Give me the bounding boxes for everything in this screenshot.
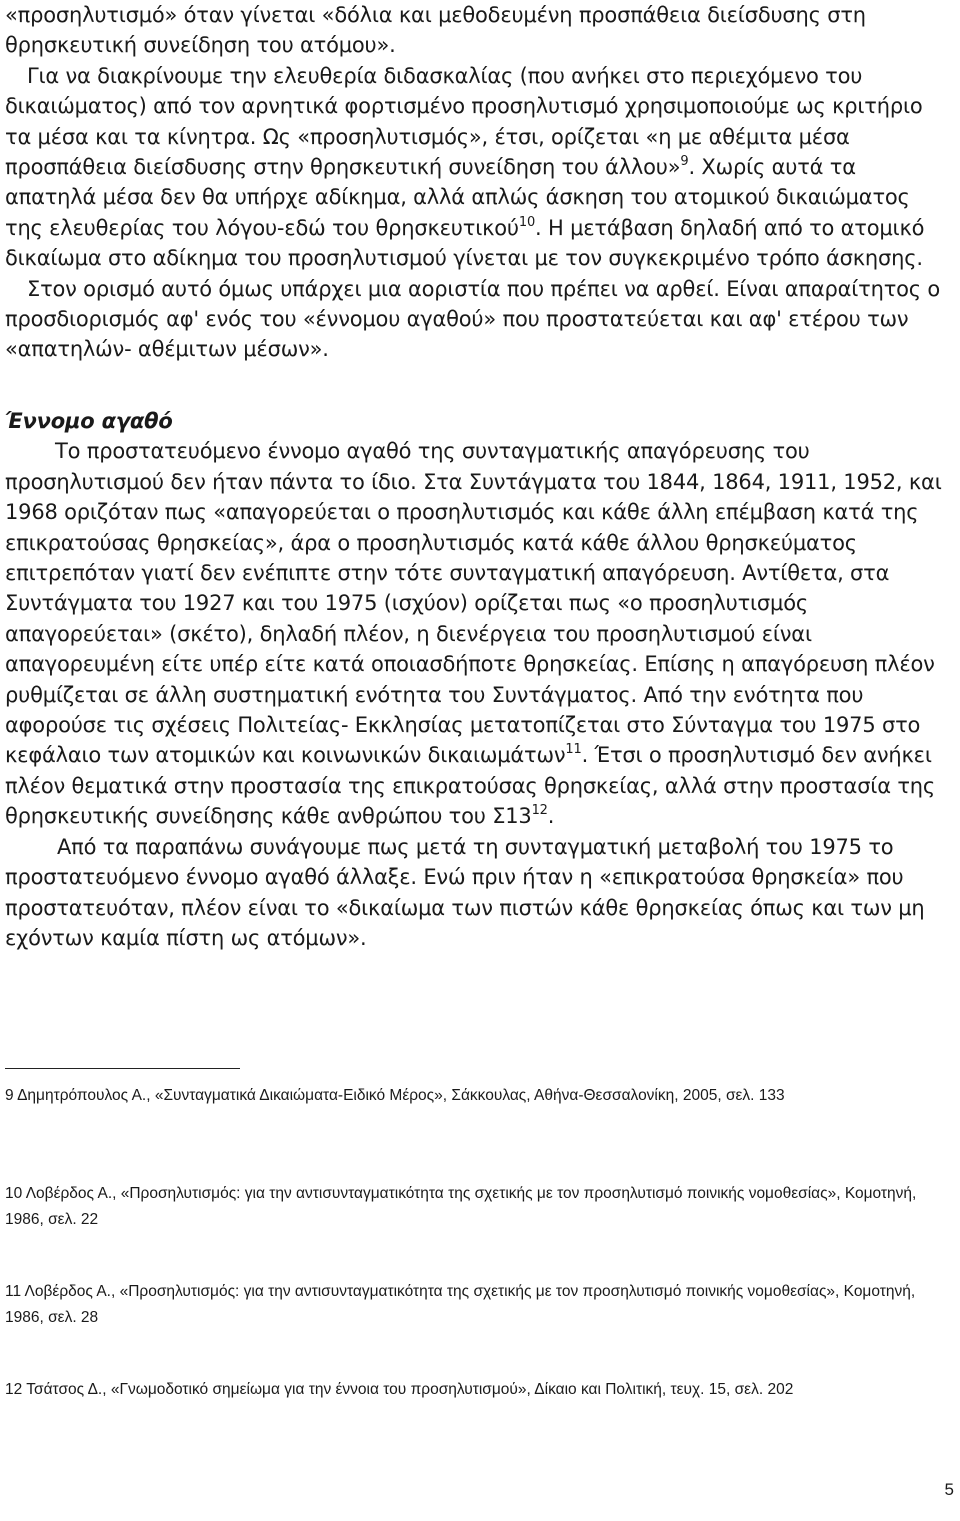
footnote-ref-11: 11 — [565, 742, 582, 758]
paragraph-2-text-a: Για να διακρίνουμε την ελευθερία διδασκαλίας (που ανήκει στο περιεχόμενο του δικαιώματος) από τον αρνητικά φορτισμένο προσηλυτισμό χρησιμοποιούμε ως κριτήριο τα μέσα και τα κίνητρα. Ως «προσηλυτισμός», έτσι, ορίζεται «η με αθέμιτα μέσα προσπάθεια διείσδυσης στην θρησκευτική συνείδηση του άλλου» — [5, 63, 923, 180]
footnote-ref-12: 12 — [531, 803, 548, 819]
paragraph-2-text-c: . Η μετάβαση δηλαδή από το ατομικό δικαίωμα στο αδίκημα του προσηλυτισμού γίνεται με τον συγκεκριμένο τρόπο άσκησης. — [5, 215, 925, 271]
section-heading: Έννομο αγαθό — [5, 409, 173, 433]
footnote-ref-9: 9 — [680, 154, 689, 170]
footnote-12: 12 Τσάτσος Δ., «Γνωμοδοτικό σημείωμα για την έννοια του προσηλυτισμού», Δίκαιο και Πολιτική, τευχ. 15, σελ. 202 — [5, 1381, 794, 1398]
footnote-11: 11 Λοβέρδος Α., «Προσηλυτισμός: για την αντισυνταγματικότητα της σχετικής με τον προσηλυτισμό ποινικής νομοθεσίας», Κομοτηνή, 1986, σελ. 28 — [5, 1283, 916, 1326]
paragraph-4-text-a: Το προστατευόμενο έννομο αγαθό της συνταγματικής απαγόρευσης του προσηλυτισμού δεν ήταν πάντα το ίδιο. Στα Συντάγματα του 1844, 1864, 1911, 1952, και 1968 οριζόταν πως «απαγορεύεται ο προσηλυτισμός και κάθε άλλη επέμβαση κατά της επικρατούσας θρησκείας», άρα ο προσηλυτισμός κατά κάθε άλλου θρησκεύματος επιτρεπόταν γιατί δεν ενέπιπτε στην τότε συνταγματική απαγόρευση. Αντίθετα, στα Συντάγματα του 1927 και του 1975 (ισχύον) ορίζεται πως «ο προσηλυτισμός απαγορεύεται» (σκέτο), δηλαδή πλέον, η διενέργεια του προσηλυτισμού είναι απαγορευμένη είτε υπέρ είτε κατά οποιασδήποτε θρησκείας. Επίσης η απαγόρευση πλέον ρυθμίζεται σε άλλη συστηματική ενότητα του Συντάγματος. Από την ενότητα που αφορούσε τις σχέσεις Πολιτείας- Εκκλησίας μετατοπίζεται στο Σύνταγμα του 1975 στο κεφάλαιο των ατομικών και κοινωνικών δικαιωμάτων — [5, 439, 942, 768]
paragraph-2 — [5, 61, 947, 274]
footnote-9: 9 Δημητρόπουλος Α., «Συνταγματικά Δικαιώματα-Ειδικό Μέρος», Σάκκουλας, Αθήνα-Θεσσαλονίκη, 2005, σελ. 133 — [5, 1087, 785, 1104]
body-section-2 — [5, 406, 947, 953]
footnote-separator — [5, 1068, 240, 1069]
footnote-ref-10: 10 — [518, 214, 536, 230]
paragraph-1: «προσηλυτισμό» όταν γίνεται «δόλια και μεθοδευμένη προσπάθεια διείσδυσης στη θρησκευτική συνείδηση του ατόμου». — [5, 3, 866, 58]
paragraph-4 — [5, 436, 947, 831]
footnote-10: 10 Λοβέρδος Α., «Προσηλυτισμός: για την αντισυνταγματικότητα της σχετικής με τον προσηλυτισμό ποινικής νομοθεσίας», Κομοτηνή, 1986, σελ. 22 — [5, 1185, 917, 1228]
paragraph-4-text-c: . — [547, 804, 555, 829]
paragraph-4-text-b: . Έτσι ο προσηλυτισμό δεν ανήκει πλέον θεματικά στην προστασία της επικρατούσας θρησκείας, αλλά στην προστασία της θρησκευτικής συνείδησης κάθε ανθρώπου του Σ13 — [5, 743, 935, 829]
page-number: 5 — [944, 1480, 954, 1499]
paragraph-5: Από τα παραπάνω συνάγουμε πως μετά τη συνταγματική μεταβολή του 1975 το προστατευόμενο έννομο αγαθό άλλαξε. Ενώ πριν ήταν η «επικρατούσα θρησκεία» που προστατευόταν, πλέον είναι το «δικαίωμα των πιστών κάθε θρησκείας όπως και των μη εχόντων καμία πίστη ως ατόμων». — [5, 834, 925, 950]
paragraph-2-text-b: . Χωρίς αυτά τα απατηλά μέσα δεν θα υπήρχε αδίκημα, αλλά απλώς άσκηση του ατομικού δικαιώματος της ελευθερίας του λόγου-εδώ του θρησκευτικού — [5, 155, 910, 240]
body-section-1 — [5, 0, 947, 365]
paragraph-3: Στον ορισμό αυτό όμως υπάρχει μια αοριστία που πρέπει να αρθεί. Είναι απαραίτητος ο προσδιορισμός αφ' ενός του «έννομου αγαθού» που προστατεύεται και αφ' ετέρου των «απατηλών- αθέμιτων μέσων». — [5, 276, 941, 362]
